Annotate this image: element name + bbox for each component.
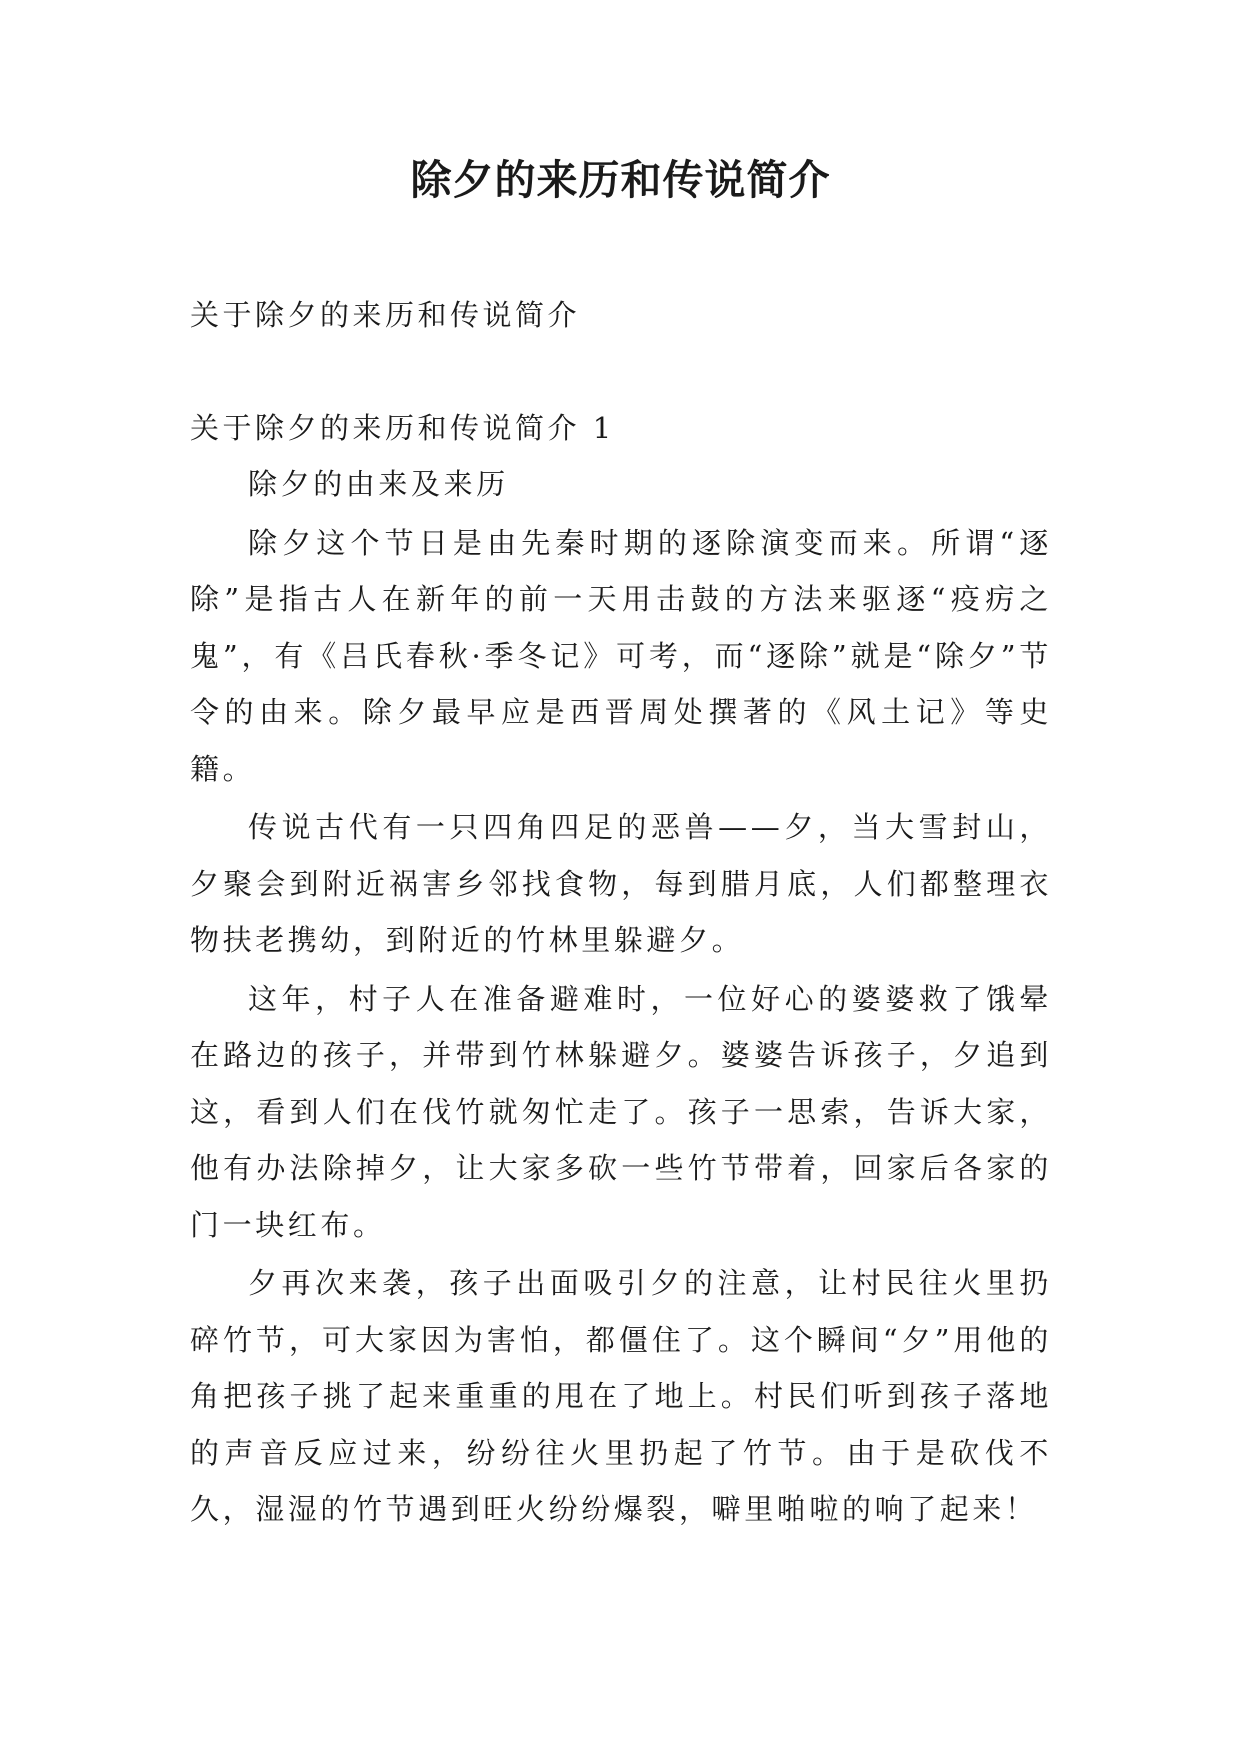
section-heading: 关于除夕的来历和传说简介 1 <box>190 411 615 445</box>
document-title: 除夕的来历和传说简介 <box>410 156 831 204</box>
document-subtitle: 关于除夕的来历和传说简介 <box>190 298 581 332</box>
paragraph-origin-heading: 除夕的由来及来历 <box>248 467 509 501</box>
paragraph-legend: 传说古代有一只四角四足的恶兽——夕，当大雪封山，夕聚会到附近祸害乡邻找食物，每到腊月底，人们都整理衣物扶老携幼，到附近的竹林里躲避夕。 <box>190 810 1052 957</box>
article-body <box>190 456 1052 1538</box>
paragraph-origin: 除夕这个节日是由先秦时期的逐除演变而来。所谓“逐除”是指古人在新年的前一天用击鼓的方法来驱逐“疫疠之鬼”，有《吕氏春秋·季冬记》可考，而“逐除”就是“除夕”节令的由来。除夕最早应是西晋周处撰著的《风土记》等史籍。 <box>190 525 1052 786</box>
paragraph-village: 这年，村子人在准备避难时，一位好心的婆婆救了饿晕在路边的孩子，并带到竹林躲避夕。婆婆告诉孩子，夕追到这，看到人们在伐竹就匆忙走了。孩子一思索，告诉大家，他有办法除掉夕，让大家多砍一些竹节带着，回家后各家的门一块红布。 <box>190 981 1052 1242</box>
paragraph-bamboo: 夕再次来袭，孩子出面吸引夕的注意，让村民往火里扔碎竹节，可大家因为害怕，都僵住了。这个瞬间“夕”用他的角把孩子挑了起来重重的甩在了地上。村民们听到孩子落地的声音反应过来，纷纷往火里扔起了竹节。由于是砍伐不久，湿湿的竹节遇到旺火纷纷爆裂，噼里啪啦的响了起来！ <box>190 1266 1052 1526</box>
